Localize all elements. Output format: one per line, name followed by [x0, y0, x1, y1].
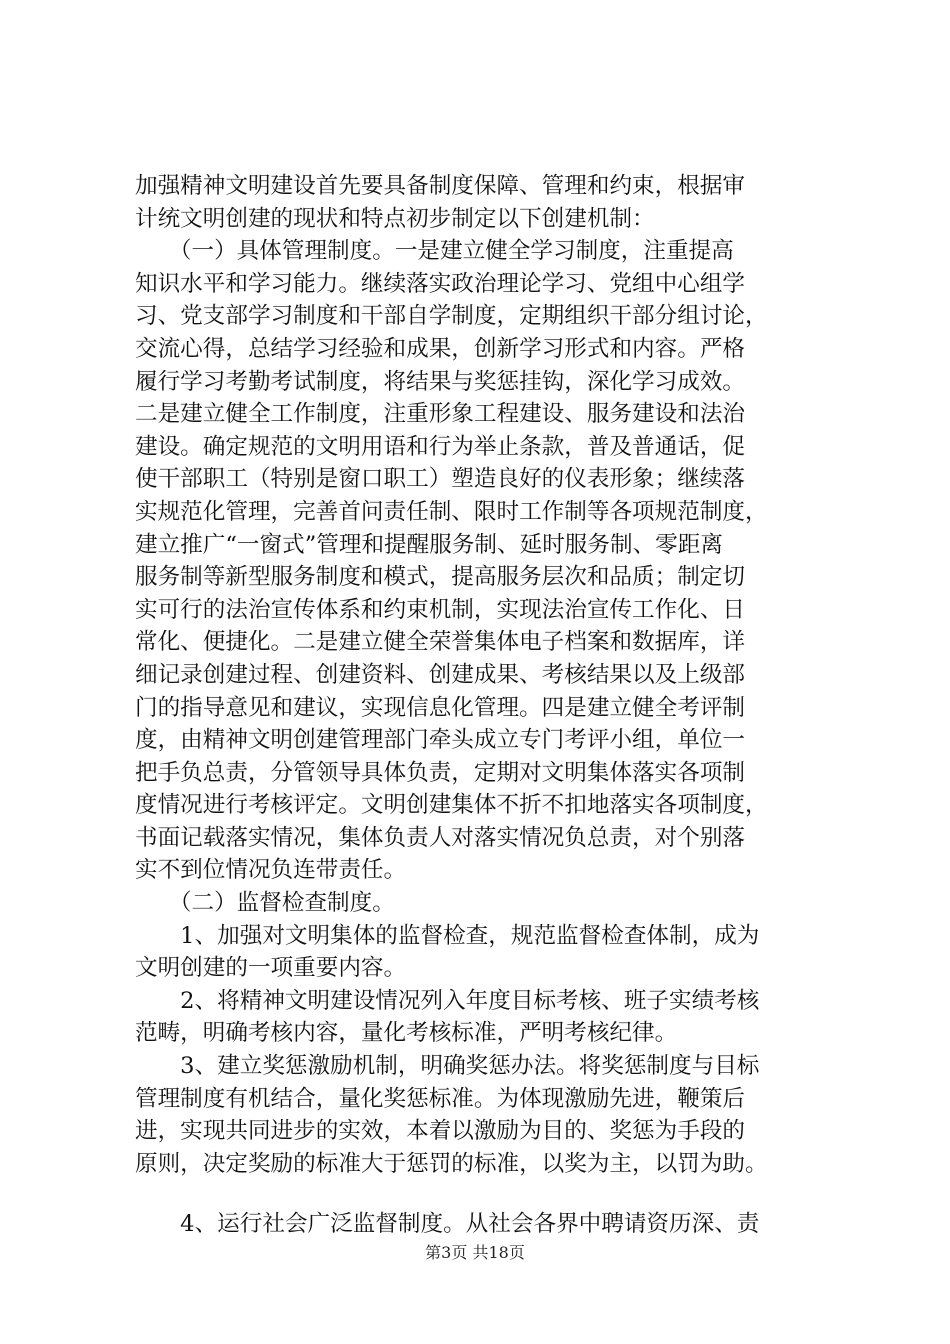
text-line: 度，由精神文明创建管理部门牵头成立专门考评小组，单位一	[135, 727, 746, 754]
text-line: 使干部职工（特别是窗口职工）塑造良好的仪表形象；继续落	[135, 466, 746, 493]
page-number: 第3页	[425, 1243, 468, 1262]
text-line: 把手负总责，分管领导具体负责，定期对文明集体落实各项制	[135, 759, 746, 786]
text-line: （二）监督检查制度。	[135, 890, 395, 917]
paragraph-block	[135, 170, 840, 1180]
text-line: 习、党支部学习制度和干部自学制度，定期组织干部分组讨论，	[135, 303, 768, 330]
page-footer	[0, 1243, 950, 1263]
text-line: 常化、便捷化。二是建立健全荣誉集体电子档案和数据库，详	[135, 629, 746, 656]
text-line: 4、运行社会广泛监督制度。从社会各界中聘请资历深、责	[135, 1211, 760, 1238]
paragraph-gap	[135, 1180, 840, 1208]
text-line: 3、建立奖惩激励机制，明确奖惩办法。将奖惩制度与目标	[135, 1053, 760, 1080]
document-body	[135, 170, 840, 1241]
text-line: 服务制等新型服务制度和模式，提高服务层次和品质；制定切	[135, 564, 746, 591]
text-line: 建立推广“一窗式”管理和提醒服务制、延时服务制、零距离	[135, 531, 723, 558]
text-line: 细记录创建过程、创建资料、创建成果、考核结果以及上级部	[135, 661, 746, 688]
text-line: 实可行的法治宣传体系和约束机制，实现法治宣传工作化、日	[135, 596, 746, 623]
text-line: 范畴，明确考核内容，量化考核标准，严明考核纪律。	[135, 1020, 678, 1047]
text-line: 实规范化管理，完善首问责任制、限时工作制等各项规范制度，	[135, 498, 768, 525]
paragraph-block	[135, 1208, 840, 1241]
text-line: 度情况进行考核评定。文明创建集体不折不扣地落实各项制度，	[135, 792, 768, 819]
text-line: 1、加强对文明集体的监督检查，规范监督检查体制，成为	[135, 922, 760, 949]
text-line: （一）具体管理制度。一是建立健全学习制度，注重提高	[135, 238, 734, 265]
text-line: 文明创建的一项重要内容。	[135, 955, 407, 982]
text-line: 计统文明创建的现状和特点初步制定以下创建机制：	[135, 205, 655, 232]
text-line: 建设。确定规范的文明用语和行为举止条款，普及普通话，促	[135, 433, 746, 460]
text-line: 2、将精神文明建设情况列入年度目标考核、班子实绩考核	[135, 987, 760, 1014]
text-line: 实不到位情况负连带责任。	[135, 857, 407, 884]
text-line: 履行学习考勤考试制度，将结果与奖惩挂钩，深化学习成效。	[135, 368, 746, 395]
text-line: 管理制度有机结合，量化奖惩标准。为体现激励先进，鞭策后	[135, 1085, 746, 1112]
text-line: 交流心得，总结学习经验和成果，创新学习形式和内容。严格	[135, 335, 746, 362]
page-total: 共18页	[472, 1243, 525, 1262]
text-line: 加强精神文明建设首先要具备制度保障、管理和约束，根据审	[135, 173, 746, 199]
text-line: 门的指导意见和建议，实现信息化管理。四是建立健全考评制	[135, 694, 746, 721]
text-line: 知识水平和学习能力。继续落实政治理论学习、党组中心组学	[135, 270, 746, 297]
text-line: 原则，决定奖励的标准大于惩罚的标准，以奖为主，以罚为助。	[135, 1150, 768, 1177]
text-line: 二是建立健全工作制度，注重形象工程建设、服务建设和法治	[135, 401, 746, 428]
text-line: 书面记载落实情况，集体负责人对落实情况负总责，对个别落	[135, 824, 746, 851]
text-line: 进，实现共同进步的实效，本着以激励为目的、奖惩为手段的	[135, 1118, 746, 1145]
